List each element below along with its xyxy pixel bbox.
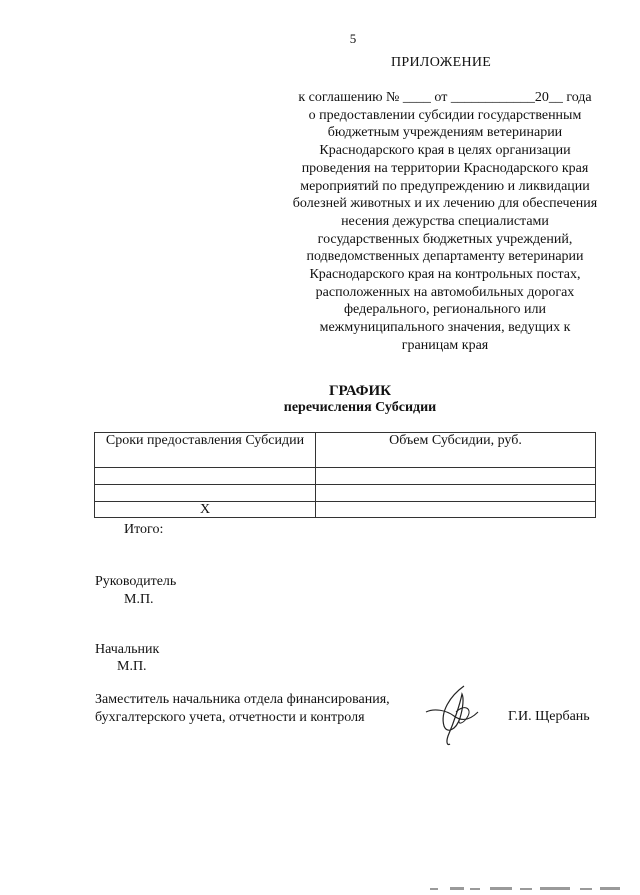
- appendix-line: мероприятий по предупреждению и ликвидации: [300, 178, 590, 194]
- table-cell: [316, 485, 596, 502]
- appendix-line: несения дежурства специалистами: [341, 213, 549, 229]
- subsidy-schedule-table: [94, 432, 596, 518]
- appendix-line: межмуниципального значения, ведущих к: [319, 320, 571, 336]
- head-stamp-label: М.П.: [117, 659, 147, 674]
- header-cell-terms: Сроки предоставления Субсидии: [95, 433, 316, 468]
- appendix-line: о предоставлении субсидии государственным: [308, 107, 582, 123]
- director-stamp-label: М.П.: [124, 592, 154, 607]
- appendix-line: государственных бюджетных учреждений,: [317, 231, 573, 247]
- document-subtitle: перечисления Субсидии: [283, 400, 437, 415]
- handwritten-signature: [420, 682, 490, 748]
- total-label: Итого:: [124, 522, 164, 537]
- appendix-line: границам края: [401, 337, 489, 353]
- appendix-title: ПРИЛОЖЕНИЕ: [391, 55, 492, 70]
- deputy-position-line: бухгалтерского учета, отчетности и контроля: [95, 710, 365, 725]
- document-title: ГРАФИК: [328, 383, 392, 399]
- table-row: [95, 502, 596, 518]
- appendix-line: проведения на территории Краснодарского края: [301, 160, 589, 176]
- table-cell: [95, 468, 316, 485]
- appendix-line: расположенных на автомобильных дорогах: [315, 284, 575, 300]
- director-label: Руководитель: [95, 574, 177, 589]
- appendix-line: Краснодарского края в целях организации: [319, 143, 571, 159]
- page-number: 5: [349, 31, 357, 46]
- appendix-line: к соглашению № ____ от ____________20__ года: [298, 90, 592, 105]
- deputy-position: [95, 691, 390, 727]
- head-label: Начальник: [95, 642, 160, 657]
- appendix-line: бюджетным учреждениям ветеринарии: [327, 125, 563, 141]
- header-cell-amount: Объем Субсидии, руб.: [316, 433, 596, 468]
- table-cell: [316, 502, 596, 518]
- scan-artifact-mark: [420, 884, 640, 892]
- table-header-row: [95, 433, 596, 468]
- appendix-line: болезней животных и их лечению для обеспечения: [292, 196, 598, 212]
- deputy-position-line: Заместитель начальника отдела финансирования,: [95, 692, 390, 707]
- signer-name: Г.И. Щербань: [508, 709, 590, 724]
- table-cell: Х: [95, 502, 316, 518]
- table-row: [95, 485, 596, 502]
- appendix-line: федерального, регионального или: [343, 302, 547, 318]
- table-cell: [95, 485, 316, 502]
- table-cell: [316, 468, 596, 485]
- table-row: [95, 468, 596, 485]
- appendix-description: [270, 89, 620, 355]
- appendix-line: Краснодарского края на контрольных постах,: [309, 267, 581, 283]
- appendix-line: подведомственных департаменту ветеринарии: [306, 249, 584, 265]
